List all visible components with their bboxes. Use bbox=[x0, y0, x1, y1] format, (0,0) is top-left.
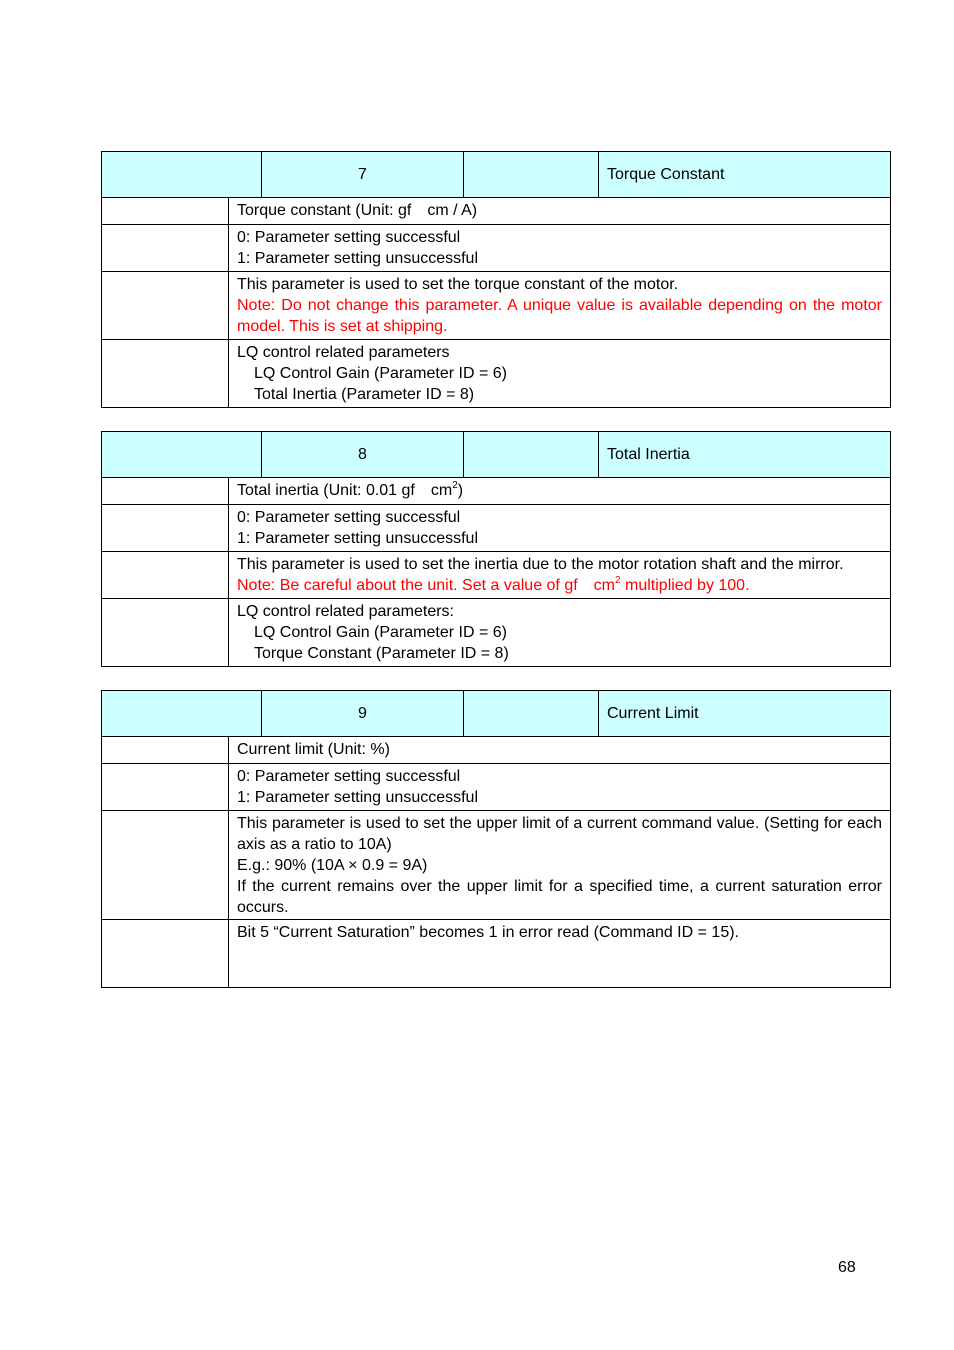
related-item: Torque Constant (Parameter ID = 8) bbox=[254, 644, 509, 662]
related-cell bbox=[229, 598, 891, 666]
param-name: Current Limit bbox=[599, 691, 891, 737]
description-cell bbox=[229, 271, 891, 339]
result-cell bbox=[229, 504, 891, 551]
note-text bbox=[237, 575, 882, 596]
row-label bbox=[102, 224, 229, 271]
header-label-cell bbox=[464, 152, 599, 198]
row-label bbox=[102, 504, 229, 551]
related-title: Bit 5 “Current Saturation” becomes 1 in error read (Command ID = 15). bbox=[237, 923, 739, 941]
page-number: 68 bbox=[838, 1259, 856, 1276]
description-text: E.g.: 90% (10A × 0.9 = 9A) bbox=[237, 856, 428, 874]
param-header bbox=[101, 431, 891, 478]
result-line: 1: Parameter setting unsuccessful bbox=[237, 529, 479, 547]
related-title: LQ control related parameters: bbox=[237, 602, 454, 620]
description-cell bbox=[229, 551, 891, 598]
param-body bbox=[101, 198, 891, 408]
related-item: Total Inertia (Parameter ID = 8) bbox=[254, 385, 475, 403]
result-line: 0: Parameter setting successful bbox=[237, 228, 461, 246]
param-number: 7 bbox=[262, 152, 464, 198]
param-block-8 bbox=[101, 431, 891, 667]
row-label bbox=[102, 271, 229, 339]
data-cell bbox=[229, 737, 891, 763]
row-label bbox=[102, 810, 229, 919]
related-cell bbox=[229, 339, 891, 407]
description-text: If the current remains over the upper limit for a specified time, a current saturation error occurs. bbox=[237, 877, 882, 916]
description-text: This parameter is used to set the inertia due to the motor rotation shaft and the mirror. bbox=[237, 555, 844, 573]
row-label bbox=[102, 763, 229, 810]
row-label bbox=[102, 919, 229, 987]
related-item: LQ Control Gain (Parameter ID = 6) bbox=[254, 364, 507, 382]
row-label bbox=[102, 339, 229, 407]
data-cell bbox=[229, 478, 891, 504]
data-text: Current limit (Unit: %) bbox=[237, 741, 390, 758]
param-name: Total Inertia bbox=[599, 432, 891, 478]
param-number: 8 bbox=[262, 432, 464, 478]
header-label-cell bbox=[102, 432, 262, 478]
header-label-cell bbox=[464, 691, 599, 737]
result-cell bbox=[229, 224, 891, 271]
related-cell bbox=[229, 919, 891, 987]
data-text-end: ) bbox=[457, 482, 464, 499]
superscript: 2 bbox=[452, 480, 458, 491]
description-text: This parameter is used to set the torque constant of the motor. bbox=[237, 275, 679, 293]
description-text: This parameter is used to set the upper limit of a current command value. (Setting for each axis as a ratio to 10A) bbox=[237, 814, 882, 853]
related-title: LQ control related parameters bbox=[237, 343, 450, 361]
row-label bbox=[102, 478, 229, 504]
param-body bbox=[101, 478, 891, 667]
param-header bbox=[101, 690, 891, 737]
result-line: 1: Parameter setting unsuccessful bbox=[237, 788, 479, 806]
param-block-9 bbox=[101, 690, 891, 988]
param-name: Torque Constant bbox=[599, 152, 891, 198]
data-text: Total inertia (Unit: 0.01 gf cm bbox=[237, 482, 453, 499]
row-label bbox=[102, 198, 229, 224]
param-body bbox=[101, 737, 891, 988]
result-cell bbox=[229, 763, 891, 810]
row-label bbox=[102, 598, 229, 666]
data-cell bbox=[229, 198, 891, 224]
param-block-7 bbox=[101, 151, 891, 408]
result-line: 0: Parameter setting successful bbox=[237, 508, 461, 526]
description-cell bbox=[229, 810, 891, 919]
result-line: 0: Parameter setting successful bbox=[237, 767, 461, 785]
data-text: Torque constant (Unit: gf cm / A) bbox=[237, 202, 478, 219]
header-label-cell bbox=[464, 432, 599, 478]
row-label bbox=[102, 551, 229, 598]
header-label-cell bbox=[102, 152, 262, 198]
param-number: 9 bbox=[262, 691, 464, 737]
superscript: 2 bbox=[615, 574, 621, 586]
note-text: Note: Do not change this parameter. A unique value is available depending on the motor model. This is set at shipping. bbox=[237, 296, 882, 335]
result-line: 1: Parameter setting unsuccessful bbox=[237, 249, 479, 267]
row-label bbox=[102, 737, 229, 763]
header-label-cell bbox=[102, 691, 262, 737]
note-text-start: Note: Be careful about the unit. Set a value of gf cm bbox=[237, 576, 615, 594]
related-item: LQ Control Gain (Parameter ID = 6) bbox=[254, 623, 507, 641]
param-header bbox=[101, 151, 891, 198]
note-text-end: multiplied by 100. bbox=[620, 576, 750, 594]
